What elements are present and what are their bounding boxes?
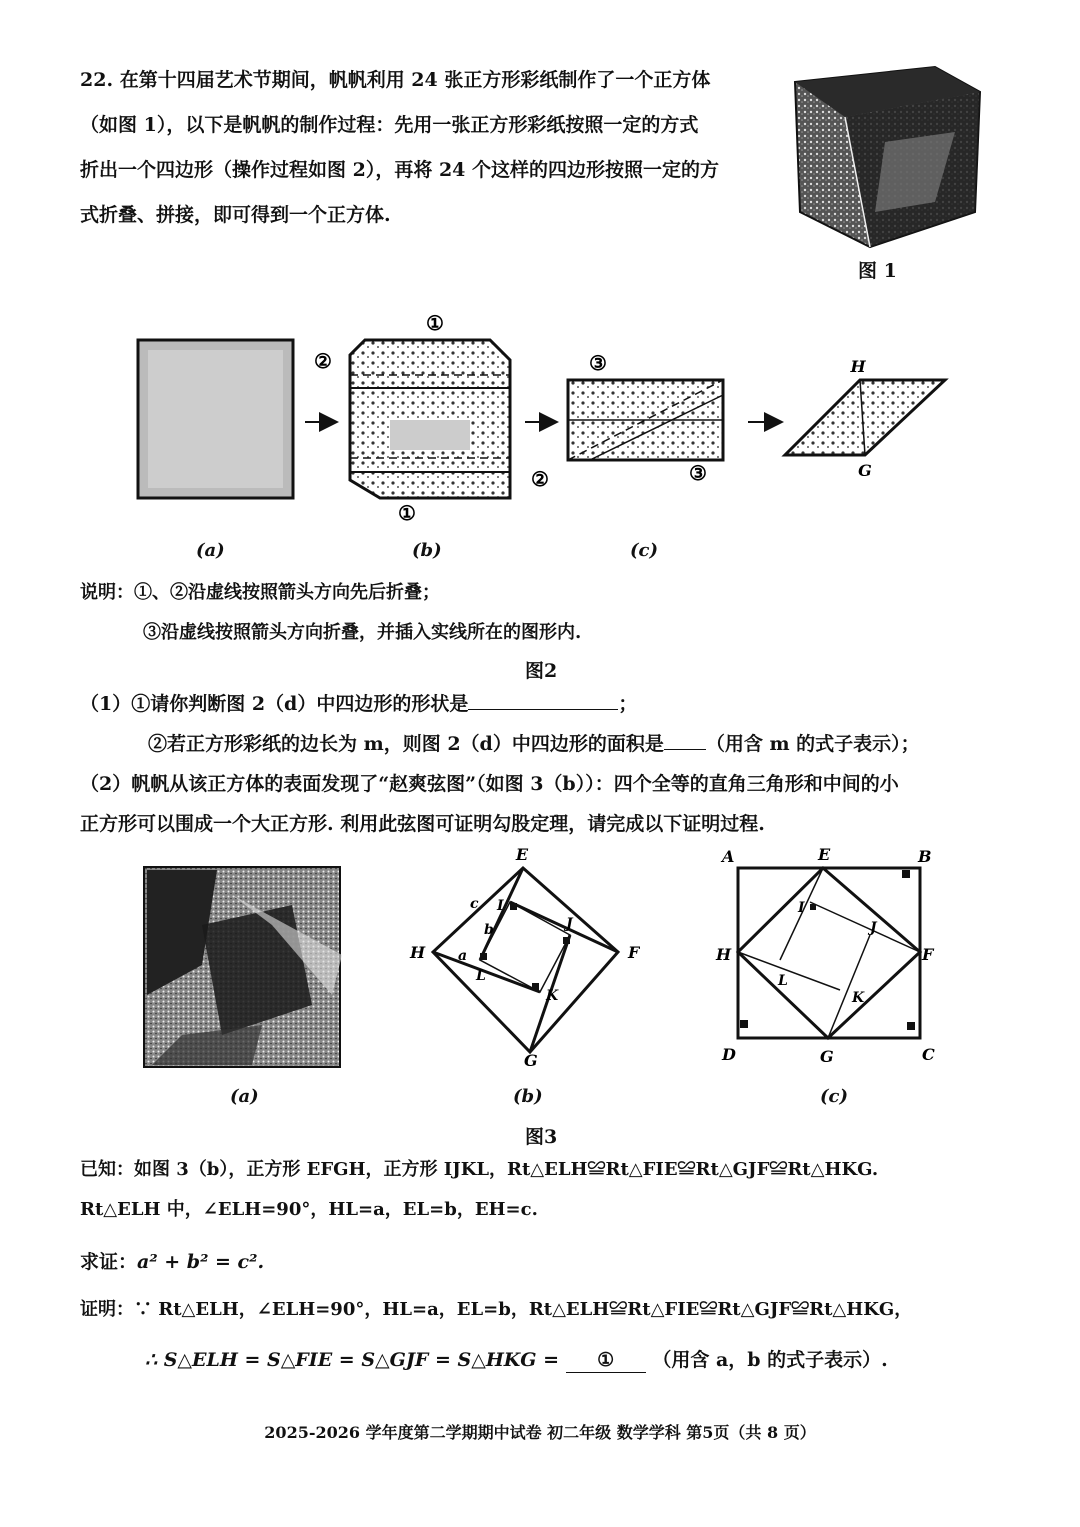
fig3-caption-a: (a): [230, 1086, 259, 1107]
fig3b-label-K: K: [546, 988, 559, 1004]
question-1-1: （1）①请你判断图 2（d）中四边形的形状是 ；: [80, 684, 920, 724]
fig3c-label-D: D: [722, 1045, 736, 1064]
fig3c-label-E: E: [818, 845, 831, 864]
prove-formula: a² + b² = c².: [137, 1251, 265, 1273]
answer-blank-area[interactable]: [664, 729, 706, 750]
figure3a-image: [142, 865, 342, 1070]
answer-blank-shape[interactable]: [468, 689, 618, 710]
fig3b-label-F: F: [628, 943, 640, 962]
answer-blank-proof-1[interactable]: ①: [566, 1348, 646, 1373]
fig2b-shape: [350, 340, 510, 498]
fig3b-label-a: a: [458, 948, 468, 964]
fig2c-mark-3-bottom: ③: [689, 461, 707, 485]
figure1-caption: 图 1: [858, 260, 897, 282]
fig2b-mark-2-right: ②: [531, 467, 549, 491]
fig3c-label-H: H: [716, 945, 732, 964]
fig2c-mark-3-top: ③: [589, 351, 607, 375]
figure3-caption: 图3: [525, 1126, 558, 1148]
fig2b-mark-2-left: ②: [314, 349, 332, 373]
problem-number: 22.: [80, 69, 114, 91]
fig2-caption-c: (c): [630, 540, 658, 561]
fig3c-label-J: J: [870, 920, 877, 936]
fig3c-label-C: C: [922, 1045, 935, 1064]
proof-line-1: 证明：∵ Rt△ELH，∠ELH=90°，HL=a，EL=b，Rt△ELH≌Rt△FIE≌Rt△GJF≌Rt△HKG，: [80, 1299, 913, 1320]
prove-label: 求证：: [80, 1251, 138, 1273]
fig3c-label-F: F: [922, 945, 934, 964]
fig3b-label-L: L: [476, 968, 486, 984]
intro-line-4: 式折叠、拼接，即可得到一个正方体.: [80, 204, 391, 226]
given-block: [80, 1150, 878, 1230]
question-2-line-2: 正方形可以围成一个大正方形. 利用此弦图可证明勾股定理，请完成以下证明过程.: [80, 813, 765, 835]
question-2-line-1: （2）帆帆从该正方体的表面发现了“赵爽弦图”（如图 3（b））：四个全等的直角三角形和中间的小: [80, 773, 899, 795]
fig3b-label-J: J: [566, 916, 573, 932]
fig2-note-1: 说明：①、②沿虚线按照箭头方向先后折叠；: [80, 582, 440, 603]
intro-line-2: （如图 1），以下是帆帆的制作过程：先用一张正方形彩纸按照一定的方式: [80, 114, 699, 136]
questions-block: [80, 684, 920, 844]
fig3-caption-b: (b): [513, 1086, 543, 1107]
figure3c-diagram: [710, 840, 950, 1070]
prove-statement: [80, 1242, 264, 1282]
fig3b-label-I: I: [497, 898, 504, 914]
fig2-caption-b: (b): [412, 540, 442, 561]
fig2b-mark-1-top: ①: [426, 311, 444, 335]
figure3b-diagram: [400, 840, 640, 1070]
fig3c-label-L: L: [778, 973, 788, 989]
figure2-caption: 图2: [525, 660, 558, 682]
fig3c-label-K: K: [852, 990, 865, 1006]
figure1-cube-image: [785, 62, 985, 252]
intro-line-3: 折出一个四边形（操作过程如图 2），再将 24 个这样的四边形按照一定的方: [80, 159, 720, 181]
fig2d-label-G: G: [858, 461, 872, 480]
fig2-note-2: ③沿虚线按照箭头方向折叠，并插入实线所在的图形内.: [143, 622, 582, 643]
given-line-1: 已知：如图 3（b），正方形 EFGH，正方形 IJKL，Rt△ELH≌Rt△FIE≌Rt△GJF≌Rt△HKG.: [80, 1159, 879, 1180]
figure2-diagram: [120, 300, 960, 530]
fig3c-label-I: I: [798, 900, 805, 916]
fig2d-label-H: H: [850, 357, 866, 376]
fig3-caption-c: (c): [820, 1086, 848, 1107]
fig3c-label-B: B: [918, 847, 932, 866]
fig2-caption-a: (a): [196, 540, 225, 561]
fig3b-label-b: b: [484, 922, 494, 938]
intro-line-1: 22. 在第十四届艺术节期间，帆帆利用 24 张正方形彩纸制作了一个正方体: [80, 69, 711, 91]
problem-intro: [80, 58, 719, 238]
fig3c-label-G: G: [820, 1047, 834, 1066]
fig3c-label-A: A: [722, 847, 735, 866]
fig3c-square-EFGH: [738, 868, 920, 1038]
fig3c-square-ABCD: [738, 868, 920, 1038]
fig3b-label-G: G: [524, 1051, 538, 1070]
fig2b-mark-1-bottom: ①: [398, 501, 416, 525]
fig3b-label-c: c: [470, 896, 479, 912]
proof-line-2: ∴ S△ELH = S△FIE = S△GJF = S△HKG = ① （用含 a，b 的式子表示）.: [145, 1349, 888, 1371]
given-line-2: Rt△ELH 中，∠ELH=90°，HL=a，EL=b，EH=c.: [80, 1199, 538, 1220]
question-1-2: ②若正方形彩纸的边长为 m，则图 2（d）中四边形的面积是 （用含 m 的式子表示）；: [80, 724, 920, 764]
fig3b-label-E: E: [515, 845, 529, 864]
fig3b-label-H: H: [410, 943, 426, 962]
page-footer: 2025-2026 学年度第二学期期中试卷 初二年级 数学学科 第5页（共 8 页）: [264, 1423, 816, 1442]
